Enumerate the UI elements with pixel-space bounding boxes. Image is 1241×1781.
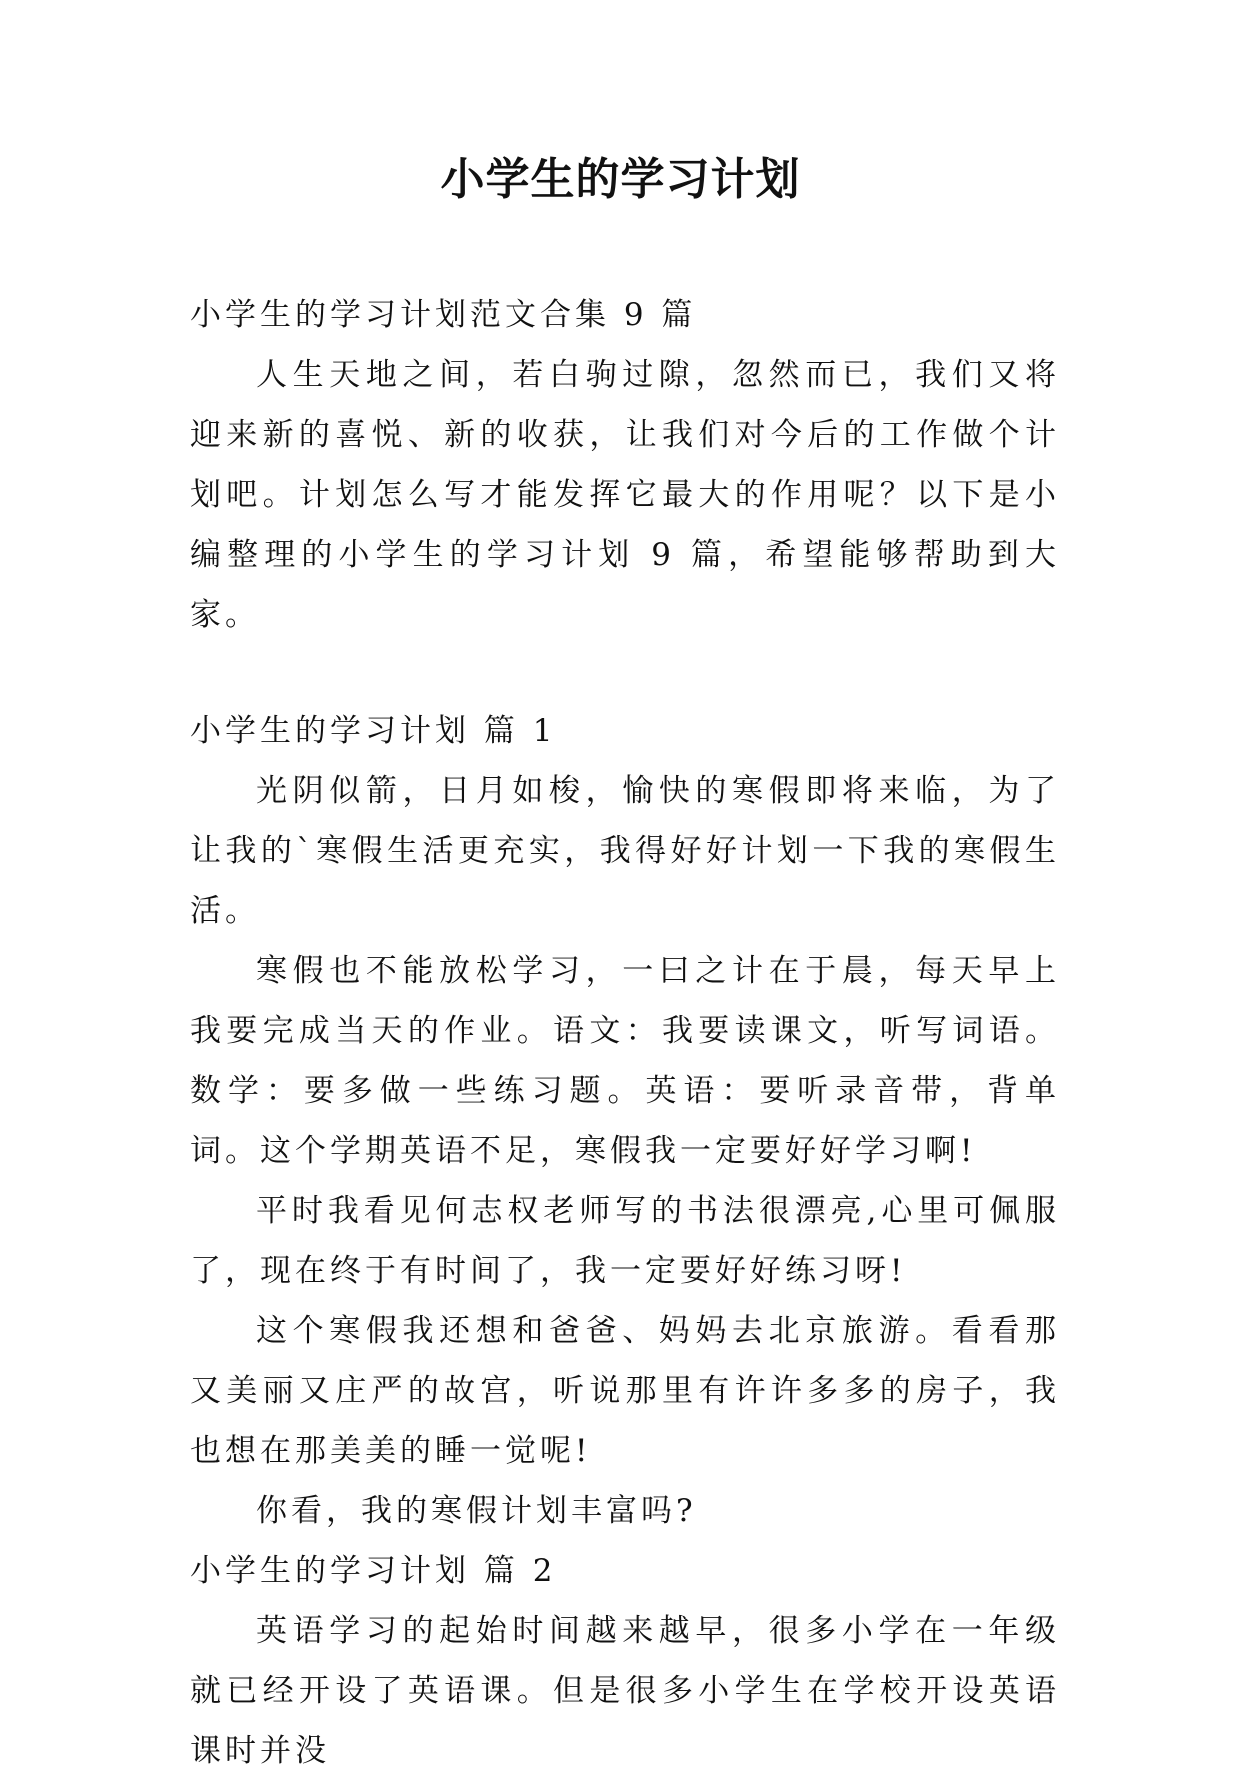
document-body <box>190 285 1060 1781</box>
section-1-paragraph-1: 光阴似箭，日月如梭，愉快的寒假即将来临，为了让我的`寒假生活更充实，我得好好计划一下我的寒假生活。 <box>190 773 1060 929</box>
section-1-heading: 小学生的学习计划 篇 1 <box>190 713 557 749</box>
section-spacer <box>190 645 1060 701</box>
section-1-paragraph-3: 平时我看见何志权老师写的书法很漂亮,心里可佩服了，现在终于有时间了，我一定要好好练习呀! <box>190 1193 1060 1289</box>
document-title: 小学生的学习计划 <box>440 154 801 205</box>
intro-heading: 小学生的学习计划范文合集 9 篇 <box>190 297 697 333</box>
section-2-paragraph-1: 英语学习的起始时间越来越早，很多小学在一年级就已经开设了英语课。但是很多小学生在学校开设英语课时并没 <box>190 1613 1060 1769</box>
section-2-heading: 小学生的学习计划 篇 2 <box>190 1553 557 1589</box>
intro-paragraph: 人生天地之间，若白驹过隙，忽然而已，我们又将迎来新的喜悦、新的收获，让我们对今后的工作做个计划吧。计划怎么写才能发挥它最大的作用呢？以下是小编整理的小学生的学习计划 9 篇，希望能够帮助到大家。 <box>190 357 1060 633</box>
section-1-paragraph-2: 寒假也不能放松学习，一曰之计在于晨，每天早上我要完成当天的作业。语文：我要读课文，听写词语。数学：要多做一些练习题。英语：要听录音带，背单词。这个学期英语不足，寒假我一定要好好学习啊! <box>190 953 1060 1169</box>
section-1-paragraph-4: 这个寒假我还想和爸爸、妈妈去北京旅游。看看那又美丽又庄严的故宫，听说那里有许许多多的房子，我也想在那美美的睡一觉呢! <box>190 1313 1060 1469</box>
section-1-paragraph-5: 你看，我的寒假计划丰富吗? <box>256 1493 697 1529</box>
